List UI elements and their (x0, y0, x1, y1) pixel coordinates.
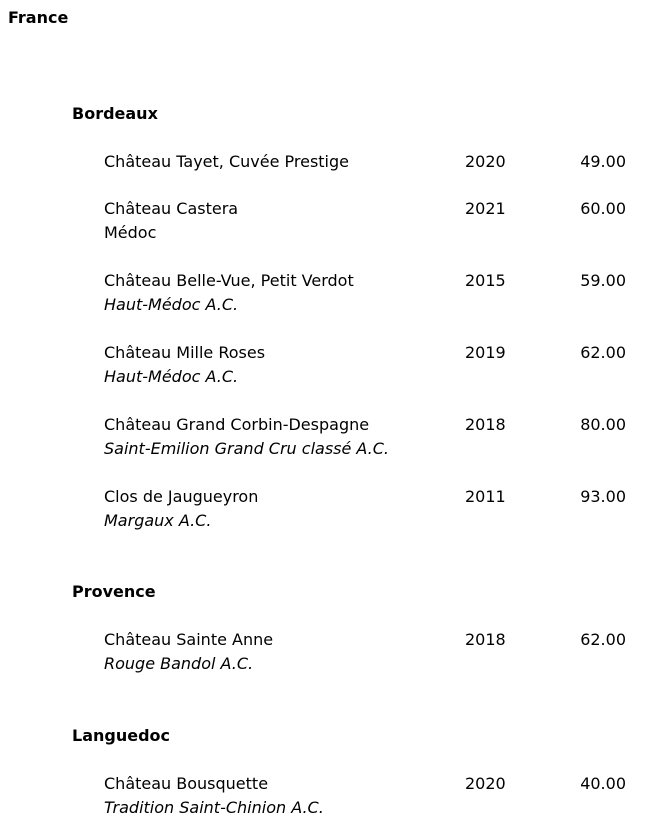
wine-appellation: Tradition Saint-Chinion A.C. (104, 798, 324, 817)
country-heading: France (8, 8, 69, 27)
wine-price: 40.00 (580, 774, 626, 793)
wine-name: Château Belle-Vue, Petit Verdot (104, 271, 354, 290)
wine-entry (104, 413, 634, 461)
wine-name: Château Tayet, Cuvée Prestige (104, 152, 349, 171)
wine-year: 2015 (465, 271, 506, 290)
wine-price: 59.00 (580, 271, 626, 290)
wine-price: 49.00 (580, 152, 626, 171)
wine-name: Château Bousquette (104, 774, 269, 793)
wine-name: Château Mille Roses (104, 343, 266, 362)
wine-entry (104, 150, 634, 198)
wine-name: Château Castera (104, 199, 239, 218)
wine-price: 62.00 (580, 630, 626, 649)
wine-entry (104, 628, 634, 676)
wine-name: Clos de Jaugueyron (104, 487, 259, 506)
wine-appellation: Haut-Médoc A.C. (104, 295, 239, 314)
wine-price: 62.00 (580, 343, 626, 362)
wine-year: 2021 (465, 199, 506, 218)
wine-year: 2020 (465, 774, 506, 793)
wine-year: 2018 (465, 630, 506, 649)
wine-year: 2019 (465, 343, 506, 362)
wine-year: 2018 (465, 415, 506, 434)
wine-price: 80.00 (580, 415, 626, 434)
region-heading-bordeaux: Bordeaux (72, 104, 158, 123)
wine-entry (104, 197, 634, 245)
wine-entry (104, 341, 634, 389)
wine-appellation: Rouge Bandol A.C. (104, 654, 254, 673)
wine-entry (104, 485, 634, 533)
wine-year: 2020 (465, 152, 506, 171)
region-heading-languedoc: Languedoc (72, 726, 171, 745)
wine-appellation: Margaux A.C. (104, 511, 212, 530)
wine-price: 93.00 (580, 487, 626, 506)
wine-appellation: Médoc (104, 223, 157, 242)
wine-entry (104, 269, 634, 317)
wine-year: 2011 (465, 487, 506, 506)
wine-entry (104, 772, 634, 820)
wine-price: 60.00 (580, 199, 626, 218)
wine-name: Château Grand Corbin-Despagne (104, 415, 370, 434)
wine-appellation: Haut-Médoc A.C. (104, 367, 239, 386)
region-heading-provence: Provence (72, 582, 156, 601)
wine-appellation: Saint-Emilion Grand Cru classé A.C. (104, 439, 390, 458)
wine-name: Château Sainte Anne (104, 630, 274, 649)
